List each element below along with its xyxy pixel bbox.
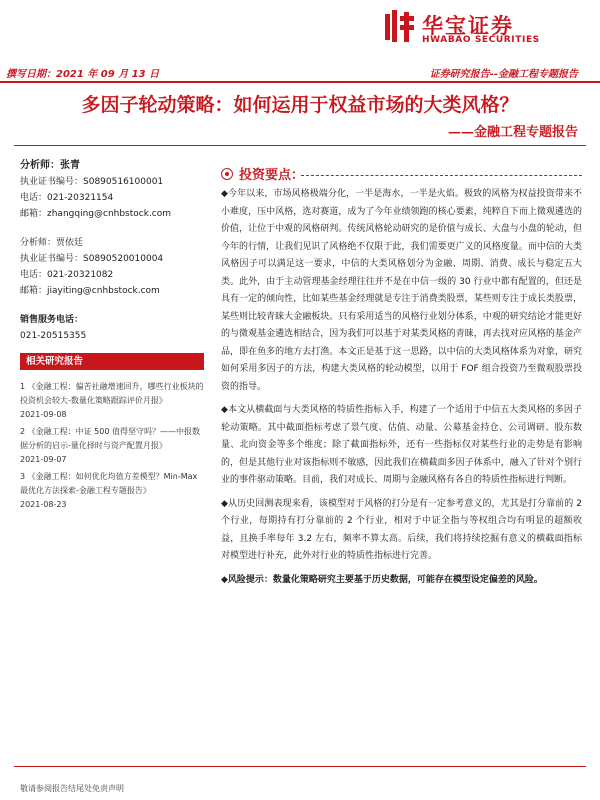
analyst-name: 分析师：张青: [20, 160, 80, 171]
list-item[interactable]: [20, 470, 204, 512]
related-report-date: 2021-09-07: [20, 455, 67, 464]
analyst-name-value: 贾依廷: [56, 238, 84, 248]
analyst-phone: 电话：021-20321082: [20, 270, 114, 280]
related-reports-heading: 相关研究报告: [20, 353, 204, 370]
report-header: [0, 62, 600, 82]
target-icon: [221, 168, 233, 180]
key-points-header: [221, 164, 582, 184]
analyst-license: 执业证书编号：S0890520010004: [20, 254, 164, 264]
risk-warning: ◆风险提示：数量化策略研究主要基于历史数据，可能存在模型设定偏差的风险。: [221, 574, 543, 585]
page-subtitle: ——金融工程专题报告: [447, 125, 578, 140]
list-item[interactable]: [20, 425, 204, 467]
related-report-title: 1 《金融工程：偏苦社融增速回升，哪些行业板块的投资机会较大-数量化策略跟踪评价月报》: [20, 382, 204, 405]
key-point-paragraph: ◆今年以来，市场风格极端分化，一半是海水，一半是火焰。极致的风格为权益投资带来不小难度，压中风格，选对赛道，成为了今年业绩领跑的核心要素，纯粹自下而上微观遴选的价值，让位于中观的风格研判。传统风格轮动研究的是价值与成长、大盘与小盘的轮动，但今年的行情，让我们见识了风格绝不仅限于此，我们需要更广义的风格度量。而中信的大类风格因子可以满足这一要求，中信的大类风格划分为金融、周期、消费、成长与稳定五大类。此外，由于主动管理基金经理往往并不是在中信一级的 30 行业中都有配置的，但还是具有一定的倾向性，比如某些基金经理就是专注于消费类股票，某些则专注于成长类股票，某些则比较青睐大金融板块。只有采用适当的风格行业划分体系，中观的研究结论才能更好的与微观基金遴选相结合，因为我们可以基于对某类风格的青睐，再去找对应风格的基金产品，即在鱼多的地方去打渔。本文正是基于这一思路，以中信的大类风格体系为对象，研究如何采用多因子的方法，构建大类风格的轮动模型，以用于 FOF 组合投资乃至微观股票投资的指导。: [221, 189, 582, 392]
analyst-info: [20, 235, 204, 299]
list-item[interactable]: [20, 380, 204, 422]
sales-label: 销售服务电话：: [20, 315, 84, 325]
analyst-license: 执业证书编号：S0890516100001: [20, 177, 164, 187]
analyst-email[interactable]: 邮箱：zhangqing@cnhbstock.com: [20, 209, 172, 219]
key-points-divider: [301, 175, 582, 176]
brand-logo: [382, 8, 582, 48]
analyst-email[interactable]: 邮箱：jiayiting@cnhbstock.com: [20, 286, 160, 296]
key-points-section: [221, 164, 582, 595]
hwabao-logo-icon: [382, 8, 418, 44]
header-divider: [0, 81, 600, 83]
report-date: 撰写日期：2021 年 09 月 13 日: [6, 69, 160, 80]
analyst-name: 分析师：贾依廷: [20, 238, 84, 248]
disclaimer-note: 敬请参阅报告结尾处免责声明: [20, 784, 124, 793]
page-title: 多因子轮动策略：如何运用于权益市场的大类风格？: [81, 94, 519, 116]
related-reports-list: [20, 380, 204, 512]
related-report-title: 3 《金融工程：如何优化均值方差模型？Min-Max 最优化方法探索-金融工程专题报告》: [20, 472, 198, 495]
related-report-date: 2021-08-23: [20, 500, 67, 509]
sidebar: [20, 158, 204, 515]
sales-phone: 021-20515355: [20, 331, 87, 341]
key-point-paragraph: ◆本文从横截面与大类风格的特质性指标入手，构建了一个适用于中信五大类风格的多因子轮动策略。其中截面指标考虑了景气度、估值、动量、公募基金持仓、公司调研、股东数量、北向资金等多个维度；除了截面指标外，还有一些指标仅对某些行业的走势是有影响的，但是其他行业对该指标则不敏感，因此我们在横截面多因子体系中，融入了针对个别行业的事件驱动策略。目前，我们对成长、周期与金融风格有各自的特质性指标进行判断。: [221, 405, 582, 485]
sales-contact: [20, 312, 204, 344]
footer-divider: [14, 766, 586, 767]
related-report-date: 2021-09-08: [20, 410, 67, 419]
brand-name-cn: 华宝证券: [422, 14, 514, 38]
report-type: 证券研究报告--金融工程专题报告: [429, 69, 578, 80]
key-points-title: 投资要点：: [239, 168, 305, 183]
analyst-phone: 电话：021-20321154: [20, 193, 114, 203]
brand-name-en: HWABAO SECURITIES: [422, 35, 540, 45]
key-point-paragraph: ◆从历史回测表现来看，该模型对于风格的打分是有一定参考意义的，尤其是打分靠前的 2 个行业，每期持有打分靠前的 2 个行业，相对于中证全指与等权组合均有明显的超额收益，且换手率每年 3.2 左右，频率不算太高。后续，我们将持续挖掘有意义的横截面指标对模型进行补充，此外对行业的特质性指标进行完善。: [221, 498, 582, 561]
title-divider: [14, 145, 586, 146]
analyst-info: [20, 158, 204, 222]
related-report-title: 2 《金融工程：中证 500 值得坚守吗？——中报数据分析的启示-量化择时与资产配置月报》: [20, 427, 200, 450]
